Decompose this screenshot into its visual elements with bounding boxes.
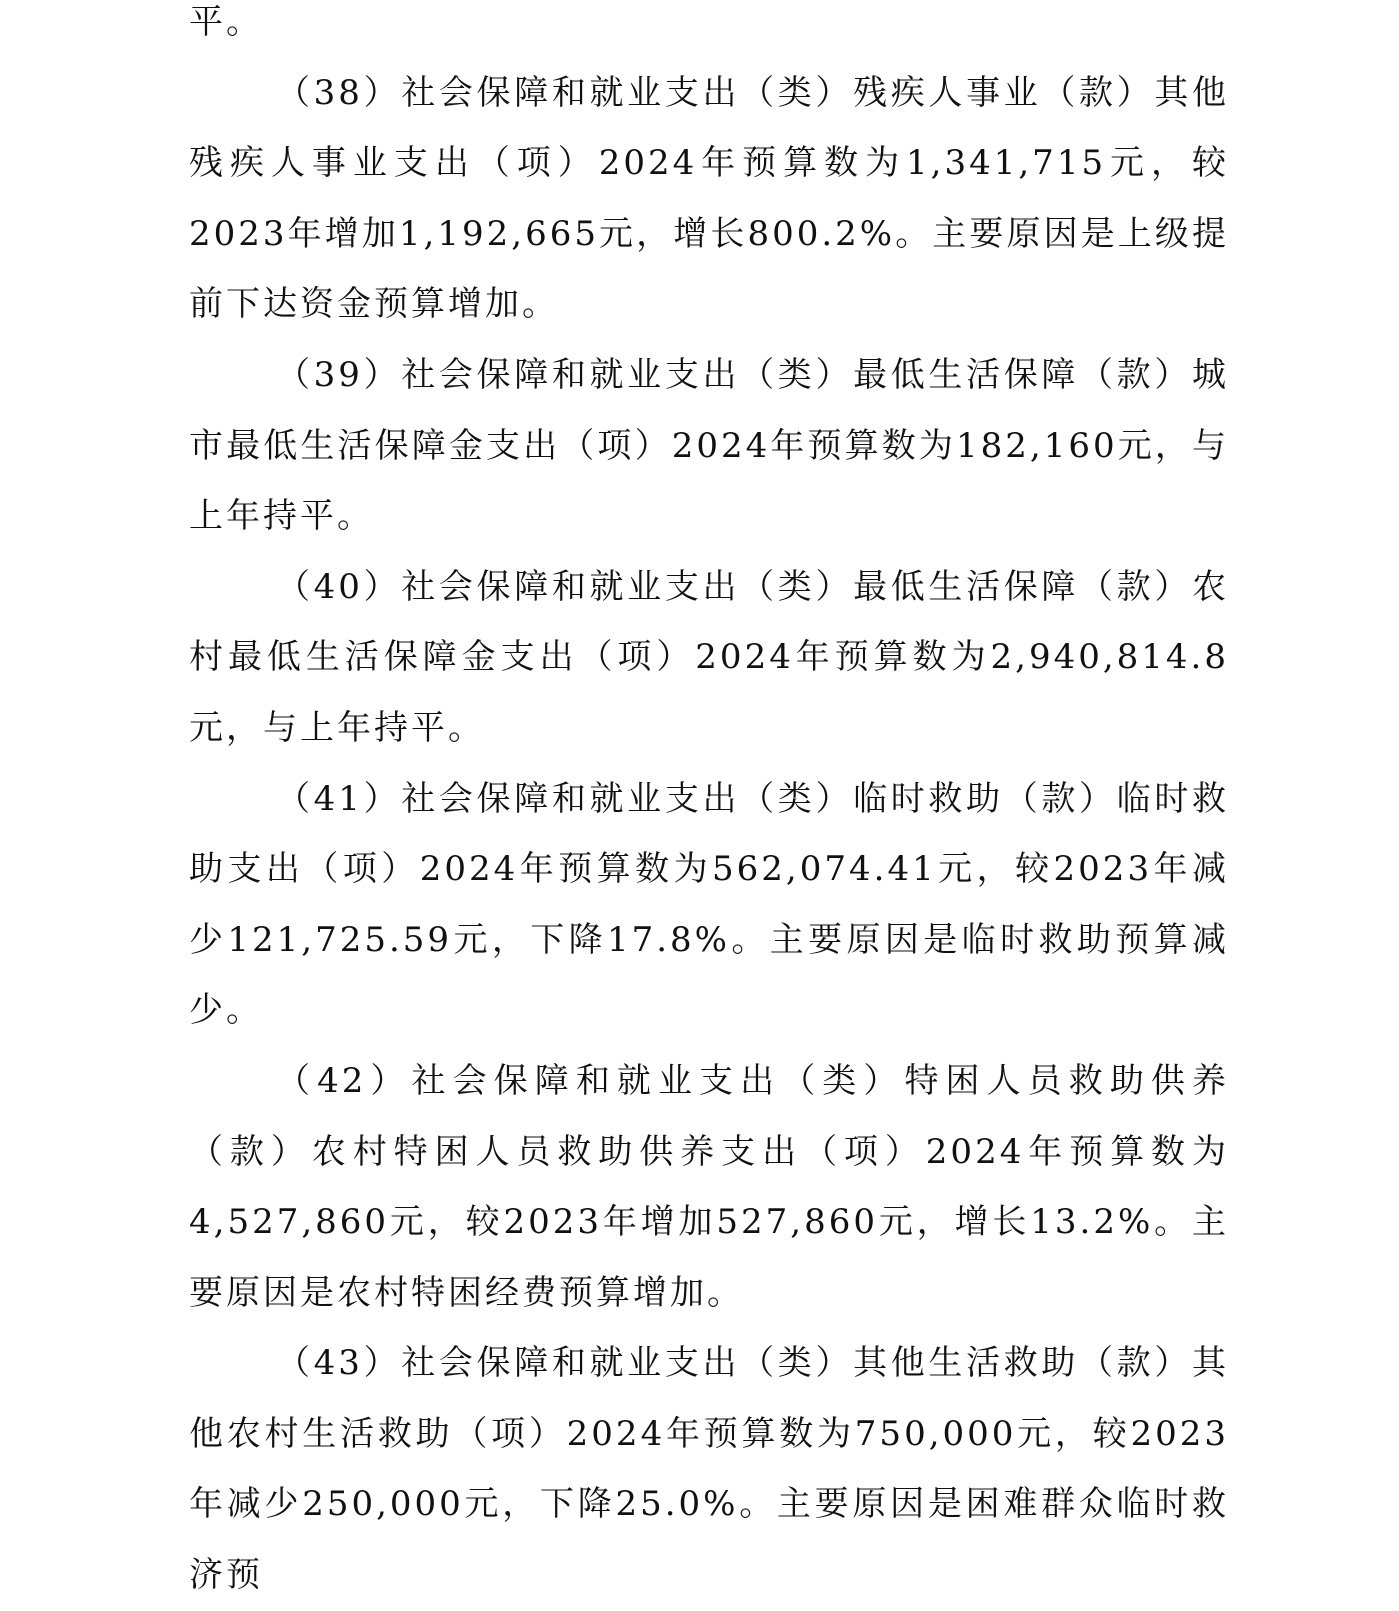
paragraph-item-40: （40）社会保障和就业支出（类）最低生活保障（款）农村最低生活保障金支出（项）2024年预算数为2,940,814.8元，与上年持平。	[189, 566, 1229, 748]
paragraph-item-41: （41）社会保障和就业支出（类）临时救助（款）临时救助支出（项）2024年预算数为562,074.41元，较2023年减少121,725.59元，下降17.8%。主要原因是临时救助预算减少。	[189, 778, 1229, 1031]
paragraph-item-43: （43）社会保障和就业支出（类）其他生活救助（款）其他农村生活救助（项）2024年预算数为750,000元，较2023年减少250,000元，下降25.0%。主要原因是困难群众临时救济预	[189, 1343, 1229, 1596]
paragraph-item-42: （42）社会保障和就业支出（类）特困人员救助供养（款）农村特困人员救助供养支出（项）2024年预算数为4,527,860元，较2023年增加527,860元，增长13.2%。主要原因是农村特困经费预算增加。	[189, 1060, 1229, 1313]
paragraph-item-38: （38）社会保障和就业支出（类）残疾人事业（款）其他残疾人事业支出（项）2024年预算数为1,341,715元，较2023年增加1,192,665元，增长800.2%。主要原因是上级提前下达资金预算增加。	[189, 72, 1229, 325]
paragraph-item-39: （39）社会保障和就业支出（类）最低生活保障（款）城市最低生活保障金支出（项）2024年预算数为182,160元，与上年持平。	[189, 354, 1229, 537]
paragraph-continued: 平。	[189, 2, 263, 42]
document-page	[189, 0, 1229, 1611]
